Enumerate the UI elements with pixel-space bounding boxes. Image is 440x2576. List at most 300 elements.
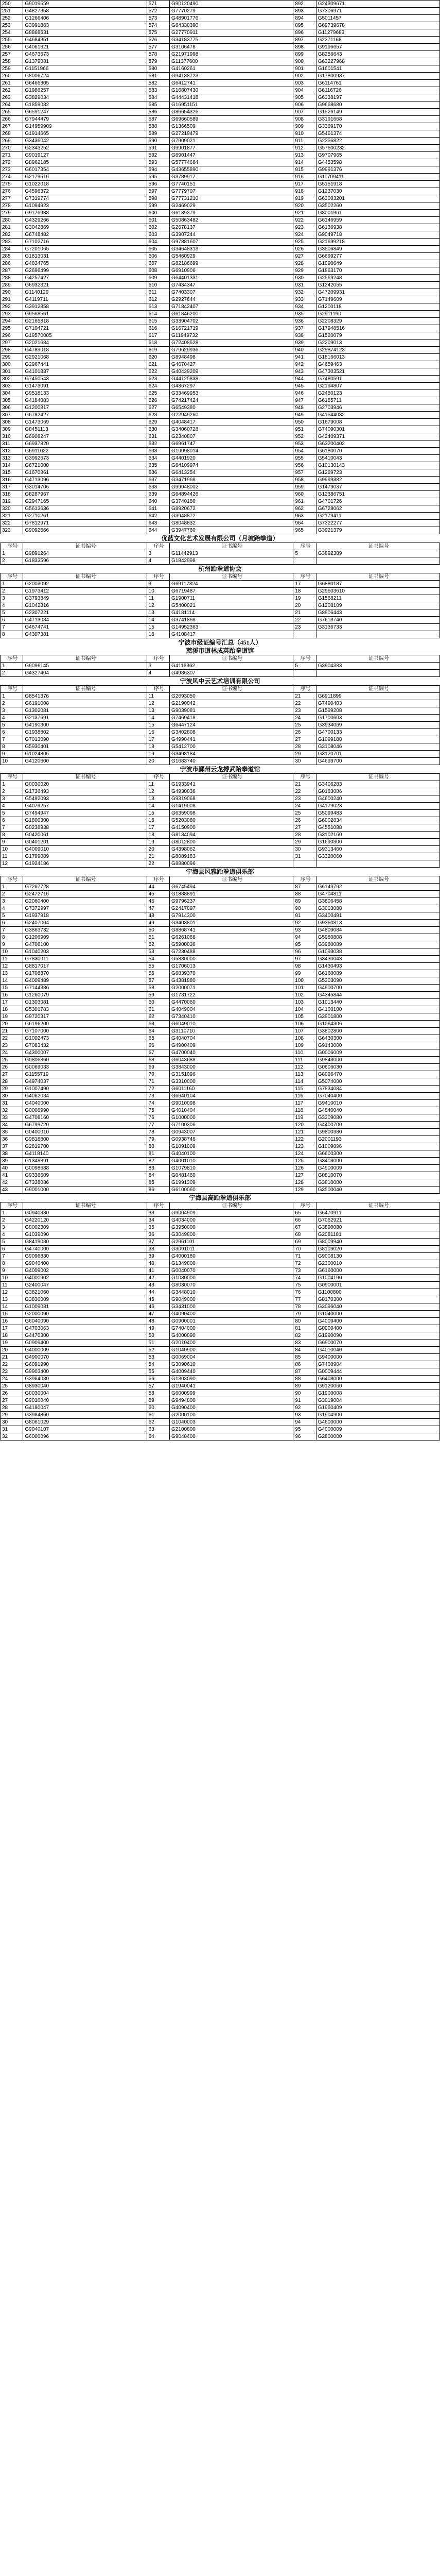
row-index-cell: 101 bbox=[293, 985, 316, 992]
row-index-cell: 611 bbox=[147, 289, 169, 296]
cert-number-cell: G3191668 bbox=[316, 116, 439, 123]
cert-number-cell: G3120701 bbox=[316, 751, 439, 758]
row-index-cell: 625 bbox=[147, 390, 169, 397]
cert-number-cell bbox=[316, 557, 439, 565]
row-index-cell: 963 bbox=[293, 513, 316, 520]
cert-number-cell: G7102716 bbox=[23, 239, 147, 246]
cert-number-cell: G3793849 bbox=[23, 595, 147, 602]
row-index-cell: 313 bbox=[1, 455, 23, 462]
table-row bbox=[1, 1100, 440, 1107]
row-index-cell: 2 bbox=[1, 1217, 23, 1224]
row-index-cell: 16 bbox=[147, 631, 169, 638]
row-index-cell: 277 bbox=[1, 195, 23, 202]
cert-number-cell: G2307221 bbox=[23, 609, 147, 617]
table-row bbox=[1, 1426, 440, 1433]
row-index-cell: 616 bbox=[147, 325, 169, 332]
row-index-cell: 11 bbox=[147, 781, 169, 788]
header-cert-no: 证书编号 bbox=[170, 876, 293, 884]
cert-number-cell: G6100060 bbox=[170, 1187, 293, 1194]
cert-number-cell: G2060400 bbox=[23, 898, 147, 905]
row-index-cell: 607 bbox=[147, 260, 169, 267]
table-row bbox=[1, 550, 440, 557]
cert-number-cell: G5074000 bbox=[316, 1078, 439, 1086]
row-index-cell: 127 bbox=[293, 1172, 316, 1179]
cert-number-cell: G7107000 bbox=[23, 1028, 147, 1035]
cert-number-cell: G1007490 bbox=[23, 1086, 147, 1093]
row-index-cell: 53 bbox=[147, 948, 169, 956]
cert-number-cell: G1859082 bbox=[23, 101, 147, 109]
cert-number-cell: G2417897 bbox=[170, 905, 293, 912]
cert-number-cell: G4000009 bbox=[316, 1426, 439, 1433]
row-index-cell: 1 bbox=[1, 781, 23, 788]
cert-number-cell: G4470060 bbox=[170, 999, 293, 1006]
table-row bbox=[1, 1383, 440, 1390]
cert-number-cell: G4300007 bbox=[23, 1049, 147, 1057]
row-index-cell: 282 bbox=[1, 231, 23, 239]
cert-number-cell: G4000090 bbox=[170, 1332, 293, 1340]
cert-number-cell: G4900409 bbox=[170, 1042, 293, 1049]
row-index-cell: 261 bbox=[1, 80, 23, 87]
row-index-cell: 125 bbox=[293, 1158, 316, 1165]
cert-number-cell: G99948002 bbox=[170, 484, 293, 491]
cert-number-cell: G4179023 bbox=[316, 803, 439, 810]
header-index: 序号 bbox=[1, 543, 23, 550]
row-index-cell: 23 bbox=[293, 624, 316, 631]
row-index-cell: 629 bbox=[147, 419, 169, 426]
table-row bbox=[1, 693, 440, 700]
table-row bbox=[1, 484, 440, 491]
row-index-cell: 288 bbox=[1, 275, 23, 282]
cert-number-cell: G6091990 bbox=[23, 1361, 147, 1368]
table-row bbox=[1, 839, 440, 846]
row-index-cell: 14 bbox=[1, 977, 23, 985]
cert-number-cell: G6338197 bbox=[316, 94, 439, 101]
table-row bbox=[1, 340, 440, 347]
row-index-cell: 271 bbox=[1, 152, 23, 159]
row-index-cell: 292 bbox=[1, 303, 23, 311]
cert-number-cell: G1004190 bbox=[316, 1275, 439, 1282]
cert-number-cell: G69660589 bbox=[170, 116, 293, 123]
cert-number-cell: G9008130 bbox=[316, 1253, 439, 1260]
cert-number-cell: G2400047 bbox=[23, 1282, 147, 1289]
table-row bbox=[1, 8, 440, 15]
row-index-cell: 9 bbox=[147, 581, 169, 588]
table-header-row bbox=[1, 876, 440, 884]
row-index-cell: 574 bbox=[147, 22, 169, 29]
header-cert-no: 证书编号 bbox=[23, 774, 147, 781]
row-index-cell: 917 bbox=[293, 181, 316, 188]
row-index-cell: 934 bbox=[293, 303, 316, 311]
row-index-cell: 23 bbox=[1, 1368, 23, 1376]
row-index-cell: 31 bbox=[1, 1100, 23, 1107]
cert-number-cell: G4090400 bbox=[170, 1404, 293, 1412]
cert-number-cell: G3947760 bbox=[170, 527, 293, 534]
table-row bbox=[1, 145, 440, 152]
cert-number-cell: G3741868 bbox=[170, 617, 293, 624]
row-index-cell: 5 bbox=[1, 722, 23, 729]
table-row bbox=[1, 795, 440, 803]
row-index-cell: 17 bbox=[147, 824, 169, 832]
row-index-cell: 26 bbox=[293, 817, 316, 824]
row-index-cell: 633 bbox=[147, 448, 169, 455]
row-index-cell: 81 bbox=[147, 1150, 169, 1158]
row-index-cell: 951 bbox=[293, 426, 316, 433]
row-index-cell: 74 bbox=[293, 1275, 316, 1282]
cert-number-cell: G3500040 bbox=[316, 1187, 439, 1194]
table-row bbox=[1, 513, 440, 520]
row-index-cell: 34 bbox=[147, 1217, 169, 1224]
cert-number-cell: G4900009 bbox=[316, 1165, 439, 1172]
row-index-cell: 10 bbox=[1, 1275, 23, 1282]
row-index-cell: 630 bbox=[147, 426, 169, 433]
row-index-cell: 255 bbox=[1, 37, 23, 44]
table-header-row bbox=[1, 774, 440, 781]
cert-number-cell: G6000999 bbox=[170, 1390, 293, 1397]
row-index-cell: 632 bbox=[147, 440, 169, 448]
table-row bbox=[1, 260, 440, 267]
table-row bbox=[1, 1049, 440, 1057]
cert-number-cell: G4470300 bbox=[23, 1332, 147, 1340]
table-row bbox=[1, 810, 440, 817]
row-index-cell: 587 bbox=[147, 116, 169, 123]
cert-number-cell: G1888891 bbox=[170, 891, 293, 898]
cert-number-cell: G57774684 bbox=[170, 159, 293, 166]
cert-number-cell: G5303090 bbox=[316, 977, 439, 985]
cert-number-cell: G3431000 bbox=[170, 1303, 293, 1311]
cert-number-cell: G1260079 bbox=[23, 992, 147, 999]
cert-number-cell: G6185711 bbox=[316, 397, 439, 404]
table-row bbox=[1, 448, 440, 455]
table-row bbox=[1, 505, 440, 513]
cert-number-cell: G0000400 bbox=[316, 1325, 439, 1332]
row-index-cell: 48 bbox=[147, 912, 169, 920]
row-index-cell: 3 bbox=[1, 1224, 23, 1231]
row-index-cell: 307 bbox=[1, 412, 23, 419]
table-row bbox=[1, 617, 440, 624]
cert-number-cell: G6040090 bbox=[23, 1318, 147, 1325]
cert-number-cell: G2000090 bbox=[23, 1311, 147, 1318]
row-index-cell: 26 bbox=[293, 729, 316, 736]
row-index-cell: 14 bbox=[147, 803, 169, 810]
row-index-cell: 98 bbox=[293, 963, 316, 970]
cert-number-cell: G3921379 bbox=[316, 527, 439, 534]
cert-number-cell: G12386751 bbox=[316, 491, 439, 498]
row-index-cell: 15 bbox=[1, 1311, 23, 1318]
table-row bbox=[1, 1267, 440, 1275]
cert-number-cell: G0420061 bbox=[23, 832, 147, 839]
table-row bbox=[1, 1296, 440, 1303]
row-index-cell: 929 bbox=[293, 267, 316, 275]
cert-number-cell: G1473091 bbox=[23, 383, 147, 390]
cert-number-cell: G11279683 bbox=[316, 29, 439, 37]
cert-number-cell: G0183086 bbox=[316, 788, 439, 795]
row-index-cell: 28 bbox=[293, 832, 316, 839]
row-index-cell: 899 bbox=[293, 51, 316, 58]
cert-number-cell: G3471968 bbox=[170, 477, 293, 484]
row-index-cell: 48 bbox=[147, 1318, 169, 1325]
cert-number-cell: G7104721 bbox=[23, 325, 147, 332]
cert-number-cell: G7909021 bbox=[170, 138, 293, 145]
row-index-cell: 943 bbox=[293, 368, 316, 376]
row-index-cell: 21 bbox=[1, 1028, 23, 1035]
row-index-cell: 19 bbox=[293, 595, 316, 602]
cert-number-cell: G0401201 bbox=[23, 839, 147, 846]
row-index-cell: 262 bbox=[1, 87, 23, 94]
row-index-cell: 30 bbox=[293, 846, 316, 853]
cert-number-cell: G4118140 bbox=[23, 1150, 147, 1158]
row-index-cell: 96 bbox=[293, 1433, 316, 1440]
row-index-cell: 17 bbox=[147, 736, 169, 743]
cert-number-cell: G4120600 bbox=[23, 758, 147, 765]
table-row bbox=[1, 116, 440, 123]
row-index-cell: 953 bbox=[293, 440, 316, 448]
cert-number-cell: G63003201 bbox=[316, 195, 439, 202]
cert-number-cell: G6160000 bbox=[316, 1267, 439, 1275]
cert-number-cell: G4840040 bbox=[316, 1107, 439, 1114]
cert-number-cell: G1937918 bbox=[23, 912, 147, 920]
row-index-cell: 11 bbox=[1, 853, 23, 860]
cert-number-cell: G9400000 bbox=[316, 1354, 439, 1361]
table-row bbox=[1, 195, 440, 202]
cert-number-cell: G4009010 bbox=[23, 846, 147, 853]
row-index-cell: 107 bbox=[293, 1028, 316, 1035]
cert-number-cell: G71842407 bbox=[170, 303, 293, 311]
cert-number-cell: G7613740 bbox=[316, 617, 439, 624]
cert-number-cell: G4150900 bbox=[170, 824, 293, 832]
row-index-cell: 93 bbox=[293, 1412, 316, 1419]
row-index-cell: 93 bbox=[293, 927, 316, 934]
cert-number-cell: G3802800 bbox=[316, 1028, 439, 1035]
row-index-cell: 72 bbox=[147, 1086, 169, 1093]
row-index-cell: 72 bbox=[293, 1260, 316, 1267]
cert-number-cell: G8012800 bbox=[170, 839, 293, 846]
row-index-cell: 622 bbox=[147, 368, 169, 376]
row-index-cell: 60 bbox=[147, 999, 169, 1006]
table-row bbox=[1, 758, 440, 765]
row-index-cell: 22 bbox=[293, 617, 316, 624]
table-row bbox=[1, 751, 440, 758]
table-row bbox=[1, 743, 440, 751]
table-row bbox=[1, 368, 440, 376]
header-index: 序号 bbox=[293, 876, 316, 884]
row-index-cell: 76 bbox=[293, 1289, 316, 1296]
cert-number-cell: G64109974 bbox=[170, 462, 293, 469]
table-row bbox=[1, 595, 440, 602]
row-index-cell: 16 bbox=[147, 729, 169, 736]
table-row bbox=[1, 1078, 440, 1086]
row-index-cell: 923 bbox=[293, 224, 316, 231]
cert-number-cell: G6640104 bbox=[170, 1093, 293, 1100]
cert-number-cell: G22949260 bbox=[170, 412, 293, 419]
table-row bbox=[1, 1275, 440, 1282]
cert-number-cell: G2165818 bbox=[23, 318, 147, 325]
row-index-cell: 37 bbox=[1, 1143, 23, 1150]
row-index-cell: 129 bbox=[293, 1187, 316, 1194]
cert-number-cell: G3406283 bbox=[316, 781, 439, 788]
cert-number-cell: G1526149 bbox=[316, 109, 439, 116]
row-index-cell: 25 bbox=[293, 722, 316, 729]
row-index-cell: 57 bbox=[147, 977, 169, 985]
table-row bbox=[1, 1179, 440, 1187]
cert-number-cell: G7914300 bbox=[170, 912, 293, 920]
row-index-cell: 31 bbox=[1, 1426, 23, 1433]
row-index-cell: 102 bbox=[293, 992, 316, 999]
row-index-cell: 10 bbox=[1, 948, 23, 956]
cert-number-cell: G0040070 bbox=[170, 1267, 293, 1275]
row-index-cell: 909 bbox=[293, 123, 316, 130]
cert-number-cell: G94138723 bbox=[170, 73, 293, 80]
table-row bbox=[1, 469, 440, 477]
row-index-cell: 47 bbox=[147, 1311, 169, 1318]
cert-number-cell: G7306971 bbox=[316, 8, 439, 15]
table-row bbox=[1, 109, 440, 116]
row-index-cell: 253 bbox=[1, 22, 23, 29]
row-index-cell: 297 bbox=[1, 340, 23, 347]
cert-number-cell: G27219479 bbox=[170, 130, 293, 138]
cert-number-cell: G1986257 bbox=[23, 87, 147, 94]
cert-number-cell: G0481460 bbox=[170, 1172, 293, 1179]
row-index-cell: 952 bbox=[293, 433, 316, 440]
cert-number-cell: G69117824 bbox=[170, 581, 293, 588]
row-index-cell: 10 bbox=[147, 588, 169, 595]
row-index-cell: 57 bbox=[147, 1383, 169, 1390]
row-index-cell: 79 bbox=[147, 1136, 169, 1143]
cert-number-cell: G4327404 bbox=[23, 670, 147, 677]
row-index-cell: 5 bbox=[1, 912, 23, 920]
row-index-cell: 7 bbox=[1, 927, 23, 934]
cert-number-cell: G16951151 bbox=[170, 101, 293, 109]
cert-number-cell: G0806860 bbox=[23, 1057, 147, 1064]
cert-number-cell: G3309080 bbox=[316, 1114, 439, 1122]
row-index-cell: 614 bbox=[147, 311, 169, 318]
cert-number-cell: G21971998 bbox=[170, 51, 293, 58]
row-index-cell: 2 bbox=[1, 588, 23, 595]
cert-number-cell: G6011160 bbox=[170, 1086, 293, 1093]
cert-number-cell: G1473069 bbox=[23, 419, 147, 426]
table-row bbox=[1, 898, 440, 905]
row-index-cell: 8 bbox=[1, 832, 23, 839]
cert-number-cell: G24309671 bbox=[316, 1, 439, 8]
row-index-cell: 905 bbox=[293, 94, 316, 101]
cert-number-cell: G1093038 bbox=[316, 948, 439, 956]
cert-number-cell: G2693050 bbox=[170, 693, 293, 700]
table-row bbox=[1, 588, 440, 595]
cert-number-cell: G9568561 bbox=[23, 311, 147, 318]
cert-number-cell: G63200402 bbox=[316, 440, 439, 448]
row-index-cell: 598 bbox=[147, 195, 169, 202]
table-row bbox=[1, 37, 440, 44]
row-index-cell: 272 bbox=[1, 159, 23, 166]
row-index-cell: 115 bbox=[293, 1086, 316, 1093]
cert-number-cell: G1900008 bbox=[316, 1390, 439, 1397]
cert-number-cell: G1091009 bbox=[170, 1143, 293, 1150]
cert-number-cell: G4809084 bbox=[316, 927, 439, 934]
cert-number-cell: G4061321 bbox=[23, 44, 147, 51]
cert-number-cell: G3369170 bbox=[316, 123, 439, 130]
row-index-cell: 87 bbox=[293, 884, 316, 891]
table-row bbox=[1, 941, 440, 948]
row-index-cell: 926 bbox=[293, 246, 316, 253]
cert-number-cell: G4009440 bbox=[170, 1368, 293, 1376]
row-index-cell: 13 bbox=[147, 707, 169, 715]
row-index-cell: 922 bbox=[293, 217, 316, 224]
cert-number-cell: G1700603 bbox=[316, 715, 439, 722]
table-row bbox=[1, 29, 440, 37]
cert-number-cell: G1024806 bbox=[23, 751, 147, 758]
table-row bbox=[1, 948, 440, 956]
row-index-cell: 266 bbox=[1, 116, 23, 123]
cert-number-cell: G2137691 bbox=[23, 715, 147, 722]
row-index-cell: 949 bbox=[293, 412, 316, 419]
cert-number-cell: G8109020 bbox=[316, 1246, 439, 1253]
row-index-cell: 16 bbox=[147, 817, 169, 824]
row-index-cell: 618 bbox=[147, 340, 169, 347]
cert-number-cell: G4400700 bbox=[316, 1122, 439, 1129]
cert-number-cell: G2961101 bbox=[170, 1239, 293, 1246]
row-index-cell: 961 bbox=[293, 498, 316, 505]
header-index: 序号 bbox=[147, 573, 169, 581]
row-index-cell: 596 bbox=[147, 181, 169, 188]
row-index-cell: 639 bbox=[147, 491, 169, 498]
row-index-cell: 4 bbox=[1, 715, 23, 722]
cert-number-cell: G4827358 bbox=[23, 8, 147, 15]
row-index-cell: 111 bbox=[293, 1057, 316, 1064]
cert-number-cell: G1151966 bbox=[23, 65, 147, 73]
row-index-cell: 44 bbox=[147, 1289, 169, 1296]
row-index-cell: 110 bbox=[293, 1049, 316, 1057]
table-row bbox=[1, 527, 440, 534]
row-index-cell: 20 bbox=[1, 1021, 23, 1028]
row-index-cell: 644 bbox=[147, 527, 169, 534]
table-row bbox=[1, 1143, 440, 1150]
row-index-cell: 2 bbox=[1, 891, 23, 898]
row-index-cell: 20 bbox=[1, 1347, 23, 1354]
header-index: 序号 bbox=[147, 876, 169, 884]
cert-number-cell: G4704811 bbox=[316, 891, 439, 898]
row-index-cell: 919 bbox=[293, 195, 316, 202]
cert-number-cell: G8930040 bbox=[23, 1383, 147, 1390]
cert-number-cell: G7100306 bbox=[170, 1122, 293, 1129]
row-index-cell: 47 bbox=[147, 905, 169, 912]
row-index-cell: 947 bbox=[293, 397, 316, 404]
cert-number-cell: G8002309 bbox=[23, 1224, 147, 1231]
row-index-cell: 116 bbox=[293, 1093, 316, 1100]
cert-number-cell: G3892389 bbox=[316, 550, 439, 557]
cert-number-cell: G1022018 bbox=[23, 181, 147, 188]
row-index-cell: 924 bbox=[293, 231, 316, 239]
cert-number-cell: G5930401 bbox=[23, 743, 147, 751]
row-index-cell: 950 bbox=[293, 419, 316, 426]
cert-number-cell: G4930036 bbox=[170, 788, 293, 795]
row-index-cell: 92 bbox=[293, 1404, 316, 1412]
cert-number-cell: G8880096 bbox=[170, 860, 293, 868]
row-index-cell: 640 bbox=[147, 498, 169, 505]
cert-number-cell: G64330390 bbox=[170, 22, 293, 29]
cert-number-cell: G9096145 bbox=[23, 663, 147, 670]
row-index-cell: 77 bbox=[147, 1122, 169, 1129]
row-index-cell: 572 bbox=[147, 8, 169, 15]
row-index-cell: 939 bbox=[293, 340, 316, 347]
row-index-cell: 269 bbox=[1, 138, 23, 145]
cert-number-cell: G1040003 bbox=[170, 1419, 293, 1426]
cert-number-cell: G2001193 bbox=[316, 1136, 439, 1143]
header-cert-no: 证书编号 bbox=[170, 655, 293, 663]
row-index-cell: 26 bbox=[1, 1390, 23, 1397]
table-row bbox=[1, 1224, 440, 1231]
row-index-cell: 21 bbox=[1, 1354, 23, 1361]
table-row bbox=[1, 325, 440, 332]
row-index-cell: 311 bbox=[1, 440, 23, 448]
